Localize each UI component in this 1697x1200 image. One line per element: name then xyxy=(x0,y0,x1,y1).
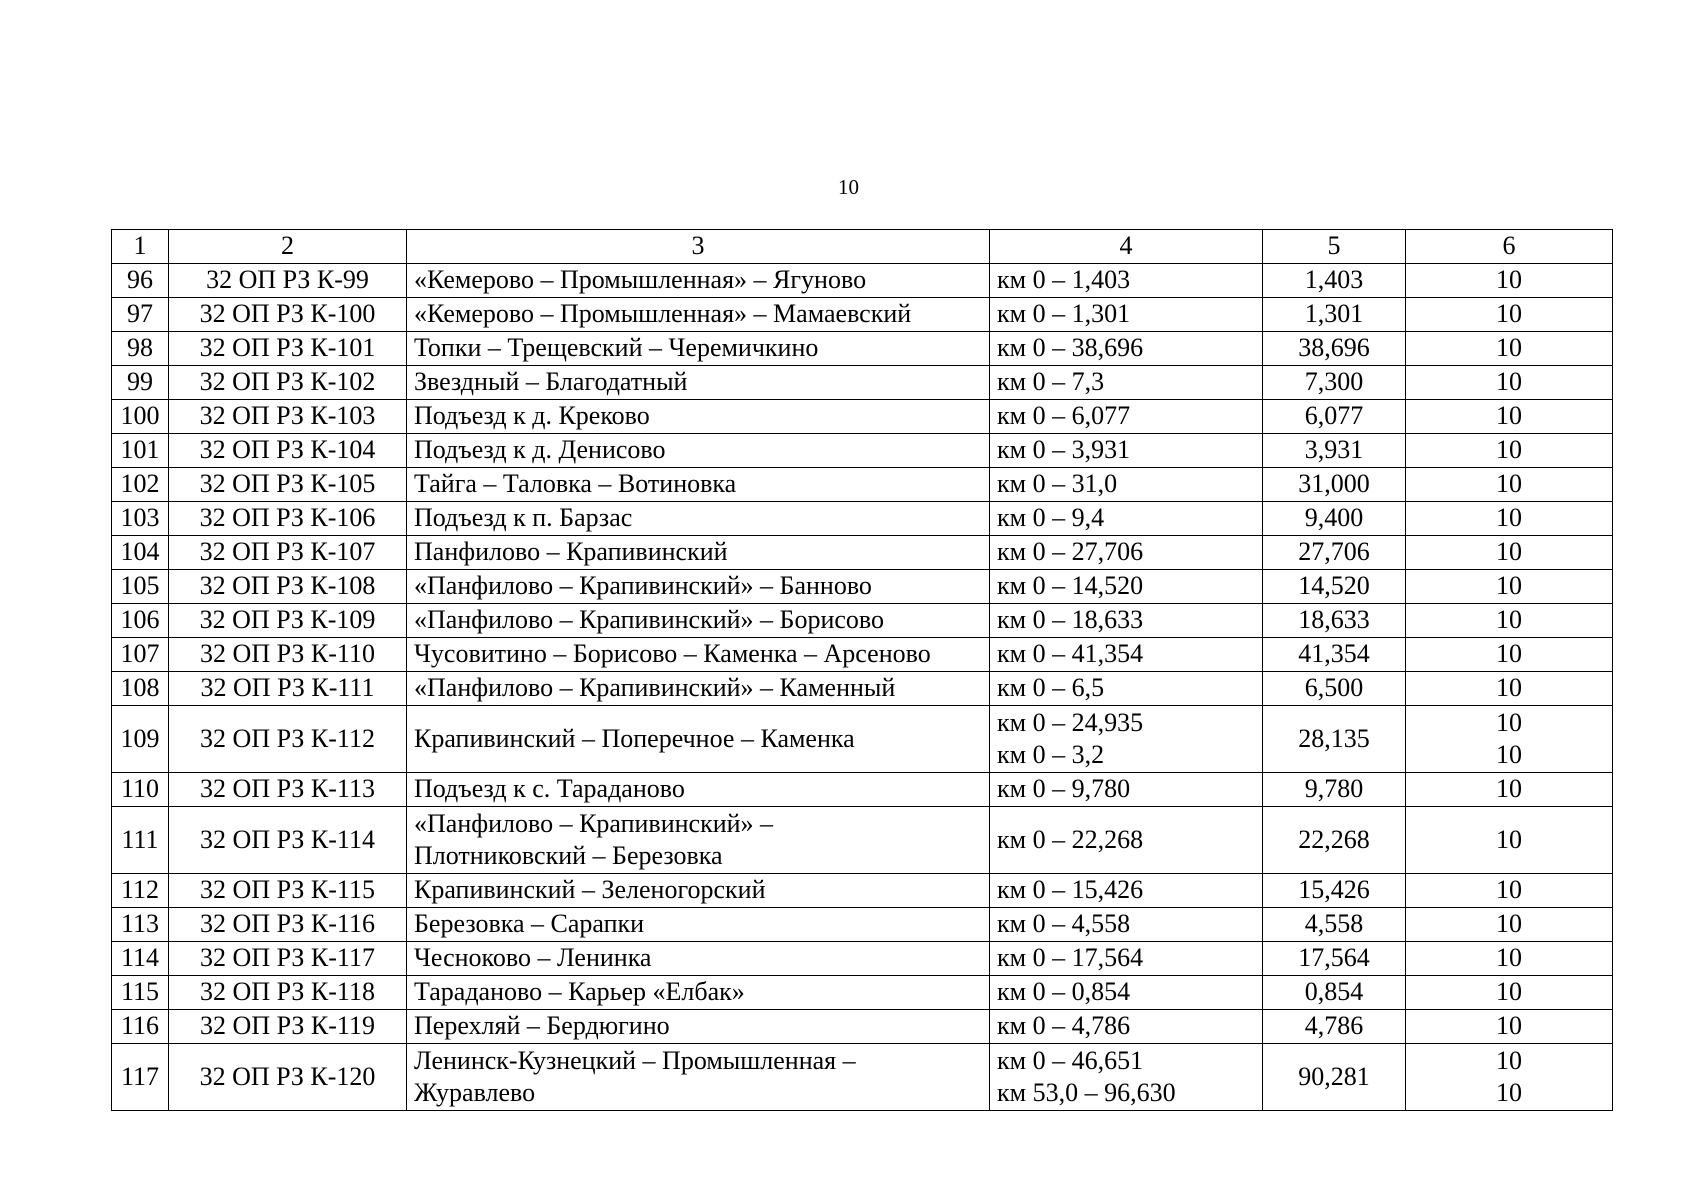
category-cell xyxy=(1406,570,1613,604)
km-range-cell xyxy=(990,536,1263,570)
category-cell xyxy=(1406,773,1613,807)
road-code-cell: 32 ОП РЗ К-108 xyxy=(169,570,407,604)
road-name-cell xyxy=(407,1010,990,1044)
road-name-cell xyxy=(407,264,990,298)
road-name-cell xyxy=(407,502,990,536)
km-range-cell-line: км 0 – 17,564 xyxy=(997,943,1144,973)
table-row xyxy=(112,264,1613,298)
category-cell-line: 10 xyxy=(1496,469,1522,499)
category-cell-line: 10 xyxy=(1496,707,1522,737)
km-range-cell-line: км 0 – 4,786 xyxy=(997,1011,1131,1041)
category-cell-line: 10 xyxy=(1496,299,1522,329)
road-name-cell xyxy=(407,604,990,638)
road-code-cell: 32 ОП РЗ К-120 xyxy=(169,1044,407,1111)
header-col-5: 5 xyxy=(1263,230,1406,264)
road-name-cell-line: «Кемерово – Промышленная» – Мамаевский xyxy=(414,299,912,329)
row-number-cell: 105 xyxy=(112,570,169,604)
category-cell-line: 10 xyxy=(1496,1011,1522,1041)
length-cell: 18,633 xyxy=(1263,604,1406,638)
road-name-cell xyxy=(407,773,990,807)
road-name-cell xyxy=(407,468,990,502)
road-name-cell-line: Топки – Трещевский – Черемичкино xyxy=(414,333,819,363)
km-range-cell xyxy=(990,874,1263,908)
category-cell-line: 10 xyxy=(1496,909,1522,939)
road-code-cell: 32 ОП РЗ К-112 xyxy=(169,706,407,773)
road-code-cell: 32 ОП РЗ К-105 xyxy=(169,468,407,502)
road-name-cell-line: Подъезд к д. Денисово xyxy=(414,435,666,465)
category-cell xyxy=(1406,807,1613,874)
km-range-cell xyxy=(990,807,1263,874)
road-name-cell xyxy=(407,942,990,976)
category-cell-line: 10 xyxy=(1496,333,1522,363)
length-cell: 22,268 xyxy=(1263,807,1406,874)
category-cell-line: 10 xyxy=(1496,537,1522,567)
table-row xyxy=(112,638,1613,672)
km-range-cell xyxy=(990,434,1263,468)
km-range-cell xyxy=(990,672,1263,706)
category-cell-line: 10 xyxy=(1496,977,1522,1007)
road-code-cell: 32 ОП РЗ К-102 xyxy=(169,366,407,400)
table-row xyxy=(112,908,1613,942)
km-range-cell-line: км 0 – 31,0 xyxy=(997,469,1118,499)
row-number-cell: 111 xyxy=(112,807,169,874)
km-range-cell-line: км 53,0 – 96,630 xyxy=(997,1078,1176,1107)
table-header-row xyxy=(112,230,1613,264)
category-cell-line: 10 xyxy=(1496,1078,1522,1107)
category-cell-line: 10 xyxy=(1496,401,1522,431)
km-range-cell-line: км 0 – 22,268 xyxy=(997,824,1144,854)
table-row xyxy=(112,604,1613,638)
table-row xyxy=(112,400,1613,434)
km-range-cell-line: км 0 – 7,3 xyxy=(997,367,1105,397)
category-cell-line: 10 xyxy=(1496,774,1522,804)
category-cell-line: 10 xyxy=(1496,435,1522,465)
km-range-cell-line: км 0 – 38,696 xyxy=(997,333,1144,363)
road-name-cell-line: Ленинск-Кузнецкий – Промышленная – xyxy=(414,1045,856,1075)
km-range-cell-line: км 0 – 18,633 xyxy=(997,605,1144,635)
length-cell: 4,786 xyxy=(1263,1010,1406,1044)
row-number-cell: 109 xyxy=(112,706,169,773)
row-number-cell: 104 xyxy=(112,536,169,570)
table-row xyxy=(112,434,1613,468)
header-col-2: 2 xyxy=(169,230,407,264)
category-cell xyxy=(1406,672,1613,706)
road-code-cell: 32 ОП РЗ К-110 xyxy=(169,638,407,672)
road-name-cell-line: Крапивинский – Зеленогорский xyxy=(414,875,766,905)
road-name-cell-line: Журавлево xyxy=(414,1078,536,1107)
category-cell xyxy=(1406,434,1613,468)
table-row xyxy=(112,1044,1613,1111)
road-name-cell-line: Крапивинский – Поперечное – Каменка xyxy=(414,723,855,753)
length-cell: 9,400 xyxy=(1263,502,1406,536)
category-cell-line: 10 xyxy=(1496,503,1522,533)
road-name-cell-line: Чесноково – Ленинка xyxy=(414,943,652,973)
road-name-cell-line: Подъезд к д. Креково xyxy=(414,401,650,431)
length-cell: 6,077 xyxy=(1263,400,1406,434)
km-range-cell-line: км 0 – 41,354 xyxy=(997,639,1144,669)
road-name-cell-line: Подъезд к с. Тараданово xyxy=(414,774,685,804)
road-code-cell: 32 ОП РЗ К-103 xyxy=(169,400,407,434)
row-number-cell: 98 xyxy=(112,332,169,366)
length-cell: 4,558 xyxy=(1263,908,1406,942)
km-range-cell xyxy=(990,570,1263,604)
road-code-cell: 32 ОП РЗ К-115 xyxy=(169,874,407,908)
length-cell: 27,706 xyxy=(1263,536,1406,570)
length-cell: 38,696 xyxy=(1263,332,1406,366)
km-range-cell xyxy=(990,366,1263,400)
table-row xyxy=(112,1010,1613,1044)
category-cell-line: 10 xyxy=(1496,605,1522,635)
road-code-cell: 32 ОП РЗ К-109 xyxy=(169,604,407,638)
table-row xyxy=(112,502,1613,536)
category-cell-line: 10 xyxy=(1496,265,1522,295)
road-name-cell xyxy=(407,908,990,942)
km-range-cell xyxy=(990,976,1263,1010)
km-range-cell xyxy=(990,1044,1263,1111)
road-code-cell: 32 ОП РЗ К-100 xyxy=(169,298,407,332)
road-name-cell-line: Подъезд к п. Барзас xyxy=(414,503,633,533)
category-cell-line: 10 xyxy=(1496,673,1522,703)
category-cell-line: 10 xyxy=(1496,875,1522,905)
row-number-cell: 112 xyxy=(112,874,169,908)
road-code-cell: 32 ОП РЗ К-104 xyxy=(169,434,407,468)
road-code-cell: 32 ОП РЗ К-116 xyxy=(169,908,407,942)
row-number-cell: 96 xyxy=(112,264,169,298)
row-number-cell: 102 xyxy=(112,468,169,502)
km-range-cell-line: км 0 – 6,077 xyxy=(997,401,1131,431)
category-cell xyxy=(1406,1044,1613,1111)
table-row xyxy=(112,468,1613,502)
category-cell xyxy=(1406,976,1613,1010)
km-range-cell xyxy=(990,942,1263,976)
row-number-cell: 108 xyxy=(112,672,169,706)
km-range-cell-line: км 0 – 1,301 xyxy=(997,299,1131,329)
km-range-cell xyxy=(990,298,1263,332)
category-cell xyxy=(1406,1010,1613,1044)
length-cell: 1,403 xyxy=(1263,264,1406,298)
table-row xyxy=(112,807,1613,874)
road-name-cell-line: «Панфилово – Крапивинский» – Каменный xyxy=(414,673,896,703)
row-number-cell: 113 xyxy=(112,908,169,942)
row-number-cell: 116 xyxy=(112,1010,169,1044)
km-range-cell-line: км 0 – 9,4 xyxy=(997,503,1105,533)
category-cell-line: 10 xyxy=(1496,943,1522,973)
category-cell-line: 10 xyxy=(1496,824,1522,854)
road-code-cell: 32 ОП РЗ К-99 xyxy=(169,264,407,298)
category-cell xyxy=(1406,366,1613,400)
length-cell: 3,931 xyxy=(1263,434,1406,468)
row-number-cell: 107 xyxy=(112,638,169,672)
table-row xyxy=(112,298,1613,332)
km-range-cell-line: км 0 – 3,931 xyxy=(997,435,1131,465)
table-row xyxy=(112,366,1613,400)
length-cell: 41,354 xyxy=(1263,638,1406,672)
category-cell-line: 10 xyxy=(1496,1045,1522,1075)
road-name-cell-line: «Панфилово – Крапивинский» – Борисово xyxy=(414,605,885,635)
km-range-cell xyxy=(990,332,1263,366)
category-cell xyxy=(1406,468,1613,502)
road-name-cell xyxy=(407,570,990,604)
road-name-cell-line: «Кемерово – Промышленная» – Ягуново xyxy=(414,265,867,295)
road-name-cell-line: Звездный – Благодатный xyxy=(414,367,688,397)
road-code-cell: 32 ОП РЗ К-114 xyxy=(169,807,407,874)
road-code-cell: 32 ОП РЗ К-111 xyxy=(169,672,407,706)
category-cell xyxy=(1406,298,1613,332)
category-cell xyxy=(1406,874,1613,908)
road-name-cell-line: «Панфилово – Крапивинский» – Банново xyxy=(414,571,872,601)
km-range-cell-line: км 0 – 1,403 xyxy=(997,265,1131,295)
road-name-cell-line: Панфилово – Крапивинский xyxy=(414,537,728,567)
row-number-cell: 99 xyxy=(112,366,169,400)
km-range-cell xyxy=(990,604,1263,638)
row-number-cell: 100 xyxy=(112,400,169,434)
category-cell xyxy=(1406,604,1613,638)
road-name-cell xyxy=(407,298,990,332)
km-range-cell-line: км 0 – 3,2 xyxy=(997,740,1105,769)
table-body xyxy=(112,264,1613,1111)
header-col-3: 3 xyxy=(407,230,990,264)
row-number-cell: 115 xyxy=(112,976,169,1010)
roads-table xyxy=(111,229,1613,1111)
km-range-cell xyxy=(990,773,1263,807)
road-name-cell xyxy=(407,1044,990,1111)
road-name-cell xyxy=(407,366,990,400)
row-number-cell: 106 xyxy=(112,604,169,638)
header-col-4: 4 xyxy=(990,230,1263,264)
row-number-cell: 110 xyxy=(112,773,169,807)
road-name-cell-line: Перехляй – Бердюгино xyxy=(414,1011,670,1041)
length-cell: 9,780 xyxy=(1263,773,1406,807)
road-name-cell-line: Березовка – Сарапки xyxy=(414,909,645,939)
category-cell xyxy=(1406,536,1613,570)
road-name-cell xyxy=(407,638,990,672)
road-code-cell: 32 ОП РЗ К-113 xyxy=(169,773,407,807)
road-name-cell xyxy=(407,976,990,1010)
km-range-cell-line: км 0 – 14,520 xyxy=(997,571,1144,601)
road-code-cell: 32 ОП РЗ К-106 xyxy=(169,502,407,536)
km-range-cell-line: км 0 – 4,558 xyxy=(997,909,1131,939)
category-cell-line: 10 xyxy=(1496,367,1522,397)
table-row xyxy=(112,672,1613,706)
km-range-cell xyxy=(990,908,1263,942)
road-name-cell xyxy=(407,672,990,706)
length-cell: 28,135 xyxy=(1263,706,1406,773)
length-cell: 14,520 xyxy=(1263,570,1406,604)
length-cell: 31,000 xyxy=(1263,468,1406,502)
header-col-6: 6 xyxy=(1406,230,1613,264)
km-range-cell xyxy=(990,638,1263,672)
row-number-cell: 114 xyxy=(112,942,169,976)
km-range-cell-line: км 0 – 6,5 xyxy=(997,673,1105,703)
road-name-cell xyxy=(407,400,990,434)
row-number-cell: 103 xyxy=(112,502,169,536)
road-name-cell xyxy=(407,536,990,570)
road-code-cell: 32 ОП РЗ К-119 xyxy=(169,1010,407,1044)
road-name-cell-line: Плотниковский – Березовка xyxy=(414,841,723,870)
km-range-cell-line: км 0 – 27,706 xyxy=(997,537,1144,567)
category-cell xyxy=(1406,264,1613,298)
category-cell xyxy=(1406,942,1613,976)
row-number-cell: 97 xyxy=(112,298,169,332)
road-name-cell xyxy=(407,706,990,773)
km-range-cell xyxy=(990,264,1263,298)
road-name-cell xyxy=(407,332,990,366)
road-code-cell: 32 ОП РЗ К-107 xyxy=(169,536,407,570)
header-col-1: 1 xyxy=(112,230,169,264)
table-row xyxy=(112,706,1613,773)
table-row xyxy=(112,570,1613,604)
table-row xyxy=(112,874,1613,908)
km-range-cell xyxy=(990,468,1263,502)
row-number-cell: 117 xyxy=(112,1044,169,1111)
length-cell: 15,426 xyxy=(1263,874,1406,908)
km-range-cell xyxy=(990,1010,1263,1044)
page-number: 10 xyxy=(838,175,859,199)
category-cell xyxy=(1406,638,1613,672)
category-cell-line: 10 xyxy=(1496,740,1522,769)
road-name-cell-line: Тараданово – Карьер «Елбак» xyxy=(414,977,745,1007)
length-cell: 6,500 xyxy=(1263,672,1406,706)
road-name-cell xyxy=(407,807,990,874)
table-row xyxy=(112,536,1613,570)
category-cell xyxy=(1406,908,1613,942)
row-number-cell: 101 xyxy=(112,434,169,468)
road-name-cell xyxy=(407,434,990,468)
category-cell-line: 10 xyxy=(1496,571,1522,601)
length-cell: 1,301 xyxy=(1263,298,1406,332)
km-range-cell-line: км 0 – 0,854 xyxy=(997,977,1131,1007)
length-cell: 0,854 xyxy=(1263,976,1406,1010)
category-cell-line: 10 xyxy=(1496,639,1522,669)
table-row xyxy=(112,976,1613,1010)
km-range-cell xyxy=(990,706,1263,773)
road-code-cell: 32 ОП РЗ К-101 xyxy=(169,332,407,366)
km-range-cell-line: км 0 – 46,651 xyxy=(997,1045,1144,1075)
length-cell: 7,300 xyxy=(1263,366,1406,400)
category-cell xyxy=(1406,502,1613,536)
table-row xyxy=(112,942,1613,976)
length-cell: 17,564 xyxy=(1263,942,1406,976)
km-range-cell xyxy=(990,502,1263,536)
km-range-cell-line: км 0 – 15,426 xyxy=(997,875,1144,905)
road-name-cell xyxy=(407,874,990,908)
table-row xyxy=(112,332,1613,366)
road-name-cell-line: «Панфилово – Крапивинский» – xyxy=(414,808,774,838)
km-range-cell xyxy=(990,400,1263,434)
category-cell xyxy=(1406,706,1613,773)
road-code-cell: 32 ОП РЗ К-117 xyxy=(169,942,407,976)
road-name-cell-line: Чусовитино – Борисово – Каменка – Арсеново xyxy=(414,639,931,669)
road-code-cell: 32 ОП РЗ К-118 xyxy=(169,976,407,1010)
km-range-cell-line: км 0 – 9,780 xyxy=(997,774,1131,804)
category-cell xyxy=(1406,332,1613,366)
table-row xyxy=(112,773,1613,807)
km-range-cell-line: км 0 – 24,935 xyxy=(997,707,1144,737)
road-name-cell-line: Тайга – Таловка – Вотиновка xyxy=(414,469,737,499)
length-cell: 90,281 xyxy=(1263,1044,1406,1111)
category-cell xyxy=(1406,400,1613,434)
